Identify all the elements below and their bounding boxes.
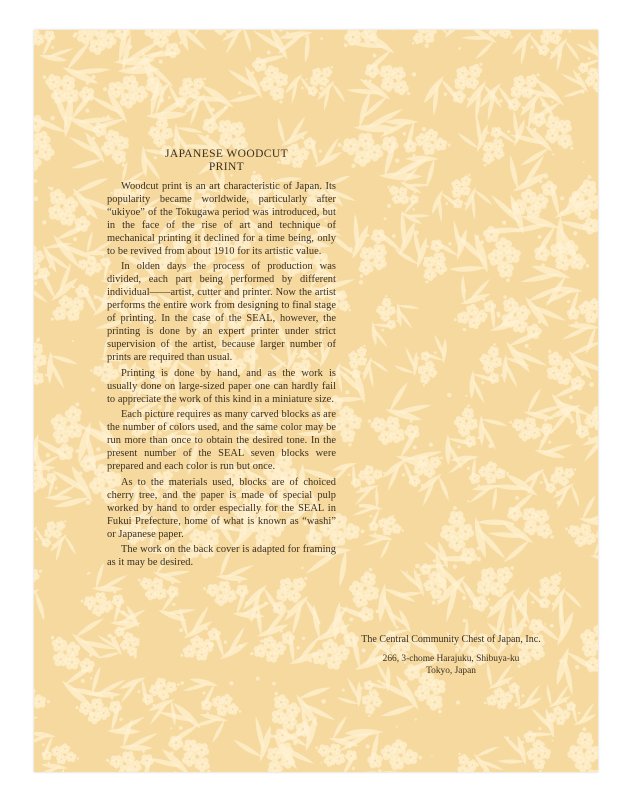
paragraph-5: As to the materials used, blocks are of choiced cherry tree, and the paper is made of special pulp worked by hand to order especially for the SEAL in Fukui Prefecture, home of what is known as “washi” or Japanese paper. — [107, 476, 336, 540]
paper-sheet — [34, 30, 598, 772]
address-line-2: Tokyo, Japan — [426, 665, 476, 676]
address-line-1: 266, 3-chome Harajuku, Shibuya-ku — [382, 654, 520, 664]
publisher-footer — [336, 634, 566, 677]
paragraph-4: Each picture requires as many carved blocks as are the number of colors used, and the same color may be run more than once to obtain the desired tone. In the present number of the SEAL seven blocks were prepared and each color is run but once. — [107, 409, 336, 473]
organization-name: The Central Community Chest of Japan, Inc. — [361, 634, 541, 645]
article-column — [107, 148, 336, 573]
paragraph-2: In olden days the process of production was divided, each part being performed by different individual——artist, cutter and printer. Now the artist performs the entire work from designing to final stage of printing. In the case of the SEAL, however, the printing is done by an expert printer under strict supervision of the artist, because larger number of prints are required than usual. — [107, 261, 336, 363]
paragraph-1: Woodcut print is an art characteristic of Japan. Its popularity became worldwide, particularly after “ukiyoe” of the Tokugawa period was introduced, but in the face of the rise of art and technique of mechanical printing it declined for a time being, only to be revived from about 1910 for its artistic value. — [107, 181, 336, 257]
paragraph-3: Printing is done by hand, and as the work is usually done on large-sized paper one can hardly fail to appreciate the work of this kind in a miniature size. — [107, 367, 336, 405]
title-line-2: PRINT — [208, 161, 245, 173]
title-line-1: JAPANESE WOODCUT — [164, 148, 288, 160]
article-title — [107, 148, 336, 174]
paragraph-6: The work on the back cover is adapted for framing as it may be desired. — [107, 544, 336, 569]
